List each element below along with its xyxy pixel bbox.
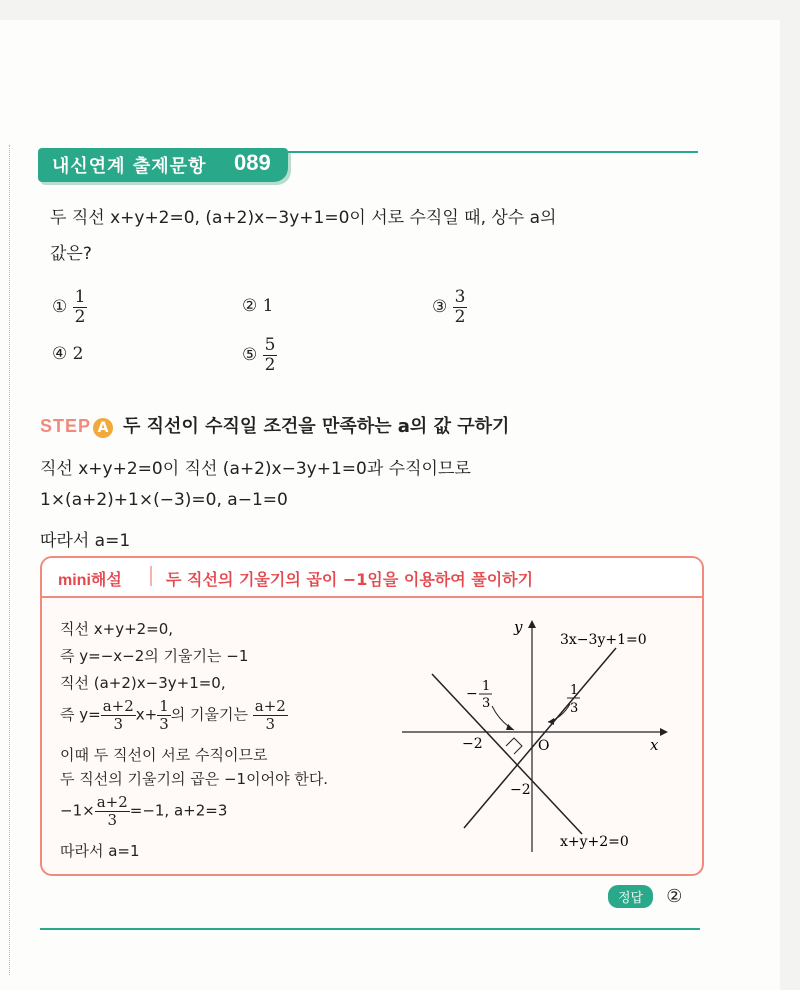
- neg-slope-num: 1: [482, 679, 491, 694]
- mini-explanation-box: [40, 556, 704, 876]
- mini-line-2: 즉 y=−x−2의 기울기는 −1: [60, 647, 249, 665]
- mini-line-6: 두 직선의 기울기의 곱은 −1이어야 한다.: [60, 770, 329, 788]
- choice-marker: ③: [432, 297, 448, 318]
- mini-title: 두 직선의 기울기의 곱이 −1임을 이용하여 풀이하기: [166, 570, 534, 589]
- x-axis-label: x: [650, 736, 659, 754]
- line-graph: [402, 606, 692, 866]
- pos-slope-den: 3: [570, 701, 579, 716]
- mini-line-7: −1× $\frac{a+2}{3}$ =−1, a+2=3: [60, 793, 228, 829]
- pos-slope-num: 1: [570, 683, 579, 698]
- mini-line-1: 직선 x+y+2=0,: [60, 620, 174, 638]
- choice-fraction: $\frac{1}{2}$: [74, 287, 86, 327]
- answer-area: [608, 885, 682, 908]
- mini-divider: [150, 566, 152, 586]
- choice-fraction: $\frac{3}{2}$: [454, 287, 466, 327]
- answer-label: 정답: [608, 885, 653, 908]
- mini-line-3: 직선 (a+2)x−3y+1=0,: [60, 674, 226, 692]
- mini-line-8: 따라서 a=1: [60, 842, 140, 860]
- slope-arrow-left: [492, 706, 514, 730]
- header-rule: [288, 151, 698, 153]
- x-intercept-label: −2: [462, 736, 483, 752]
- mini-tag: mini해설: [58, 572, 122, 589]
- choice-marker: ①: [52, 297, 68, 318]
- choice-value: 2: [72, 344, 84, 364]
- line-x-plus-y: [432, 674, 582, 834]
- choice-4[interactable]: [52, 344, 83, 364]
- binding-margin: [9, 145, 10, 975]
- choice-marker: ②: [242, 296, 258, 316]
- x-axis-arrow: [660, 728, 668, 736]
- choice-2[interactable]: [242, 296, 273, 316]
- y-intercept-label: −2: [510, 782, 531, 798]
- bottom-rule: [40, 928, 700, 930]
- right-angle-mark: [506, 738, 522, 754]
- y-axis-label: y: [514, 618, 523, 636]
- y-axis-arrow: [528, 620, 536, 628]
- tag-number: 089: [234, 150, 271, 175]
- solution-line-3: 따라서 a=1: [40, 531, 131, 551]
- step-title: 두 직선이 수직일 조건을 만족하는 a의 값 구하기: [123, 416, 510, 437]
- mini-line-4: 즉 y= $\frac{a+2}{3}$ x+ $\frac{1}{3}$ 의 기울기는 $\frac{a+2}{3}$: [60, 697, 286, 733]
- solution-line-2: 1×(a+2)+1×(−3)=0, a−1=0: [40, 490, 288, 510]
- tag-label: 내신연계 출제문항: [52, 156, 207, 177]
- choice-1[interactable]: [52, 288, 87, 326]
- solution-line-1: 직선 x+y+2=0이 직선 (a+2)x−3y+1=0과 수직이므로: [40, 459, 471, 479]
- question-text: [50, 200, 690, 272]
- neg-slope-sign: −: [466, 686, 478, 702]
- choice-fraction: $\frac{5}{2}$: [264, 335, 276, 375]
- mini-line-5: 이때 두 직선이 서로 수직이므로: [60, 746, 268, 764]
- mini-header: [42, 558, 702, 598]
- line2-equation: x+y+2=0: [560, 834, 629, 850]
- step-label: STEP: [40, 416, 92, 436]
- step-heading: [40, 412, 509, 438]
- question-line-2: 값은?: [50, 244, 92, 264]
- answer-value: ②: [666, 886, 683, 907]
- problem-tag: [38, 148, 288, 182]
- line1-equation: 3x−3y+1=0: [560, 632, 647, 648]
- choice-value: 1: [262, 296, 274, 316]
- step-letter-badge: A: [93, 418, 113, 438]
- neg-slope-den: 3: [482, 696, 491, 711]
- choice-5[interactable]: [242, 336, 277, 374]
- choice-3[interactable]: [432, 288, 467, 326]
- question-line-1: 두 직선 x+y+2=0, (a+2)x−3y+1=0이 서로 수직일 때, 상수 a의: [50, 208, 557, 228]
- origin-label: O: [538, 738, 550, 754]
- choice-marker: ④: [52, 344, 68, 364]
- choice-marker: ⑤: [242, 345, 258, 366]
